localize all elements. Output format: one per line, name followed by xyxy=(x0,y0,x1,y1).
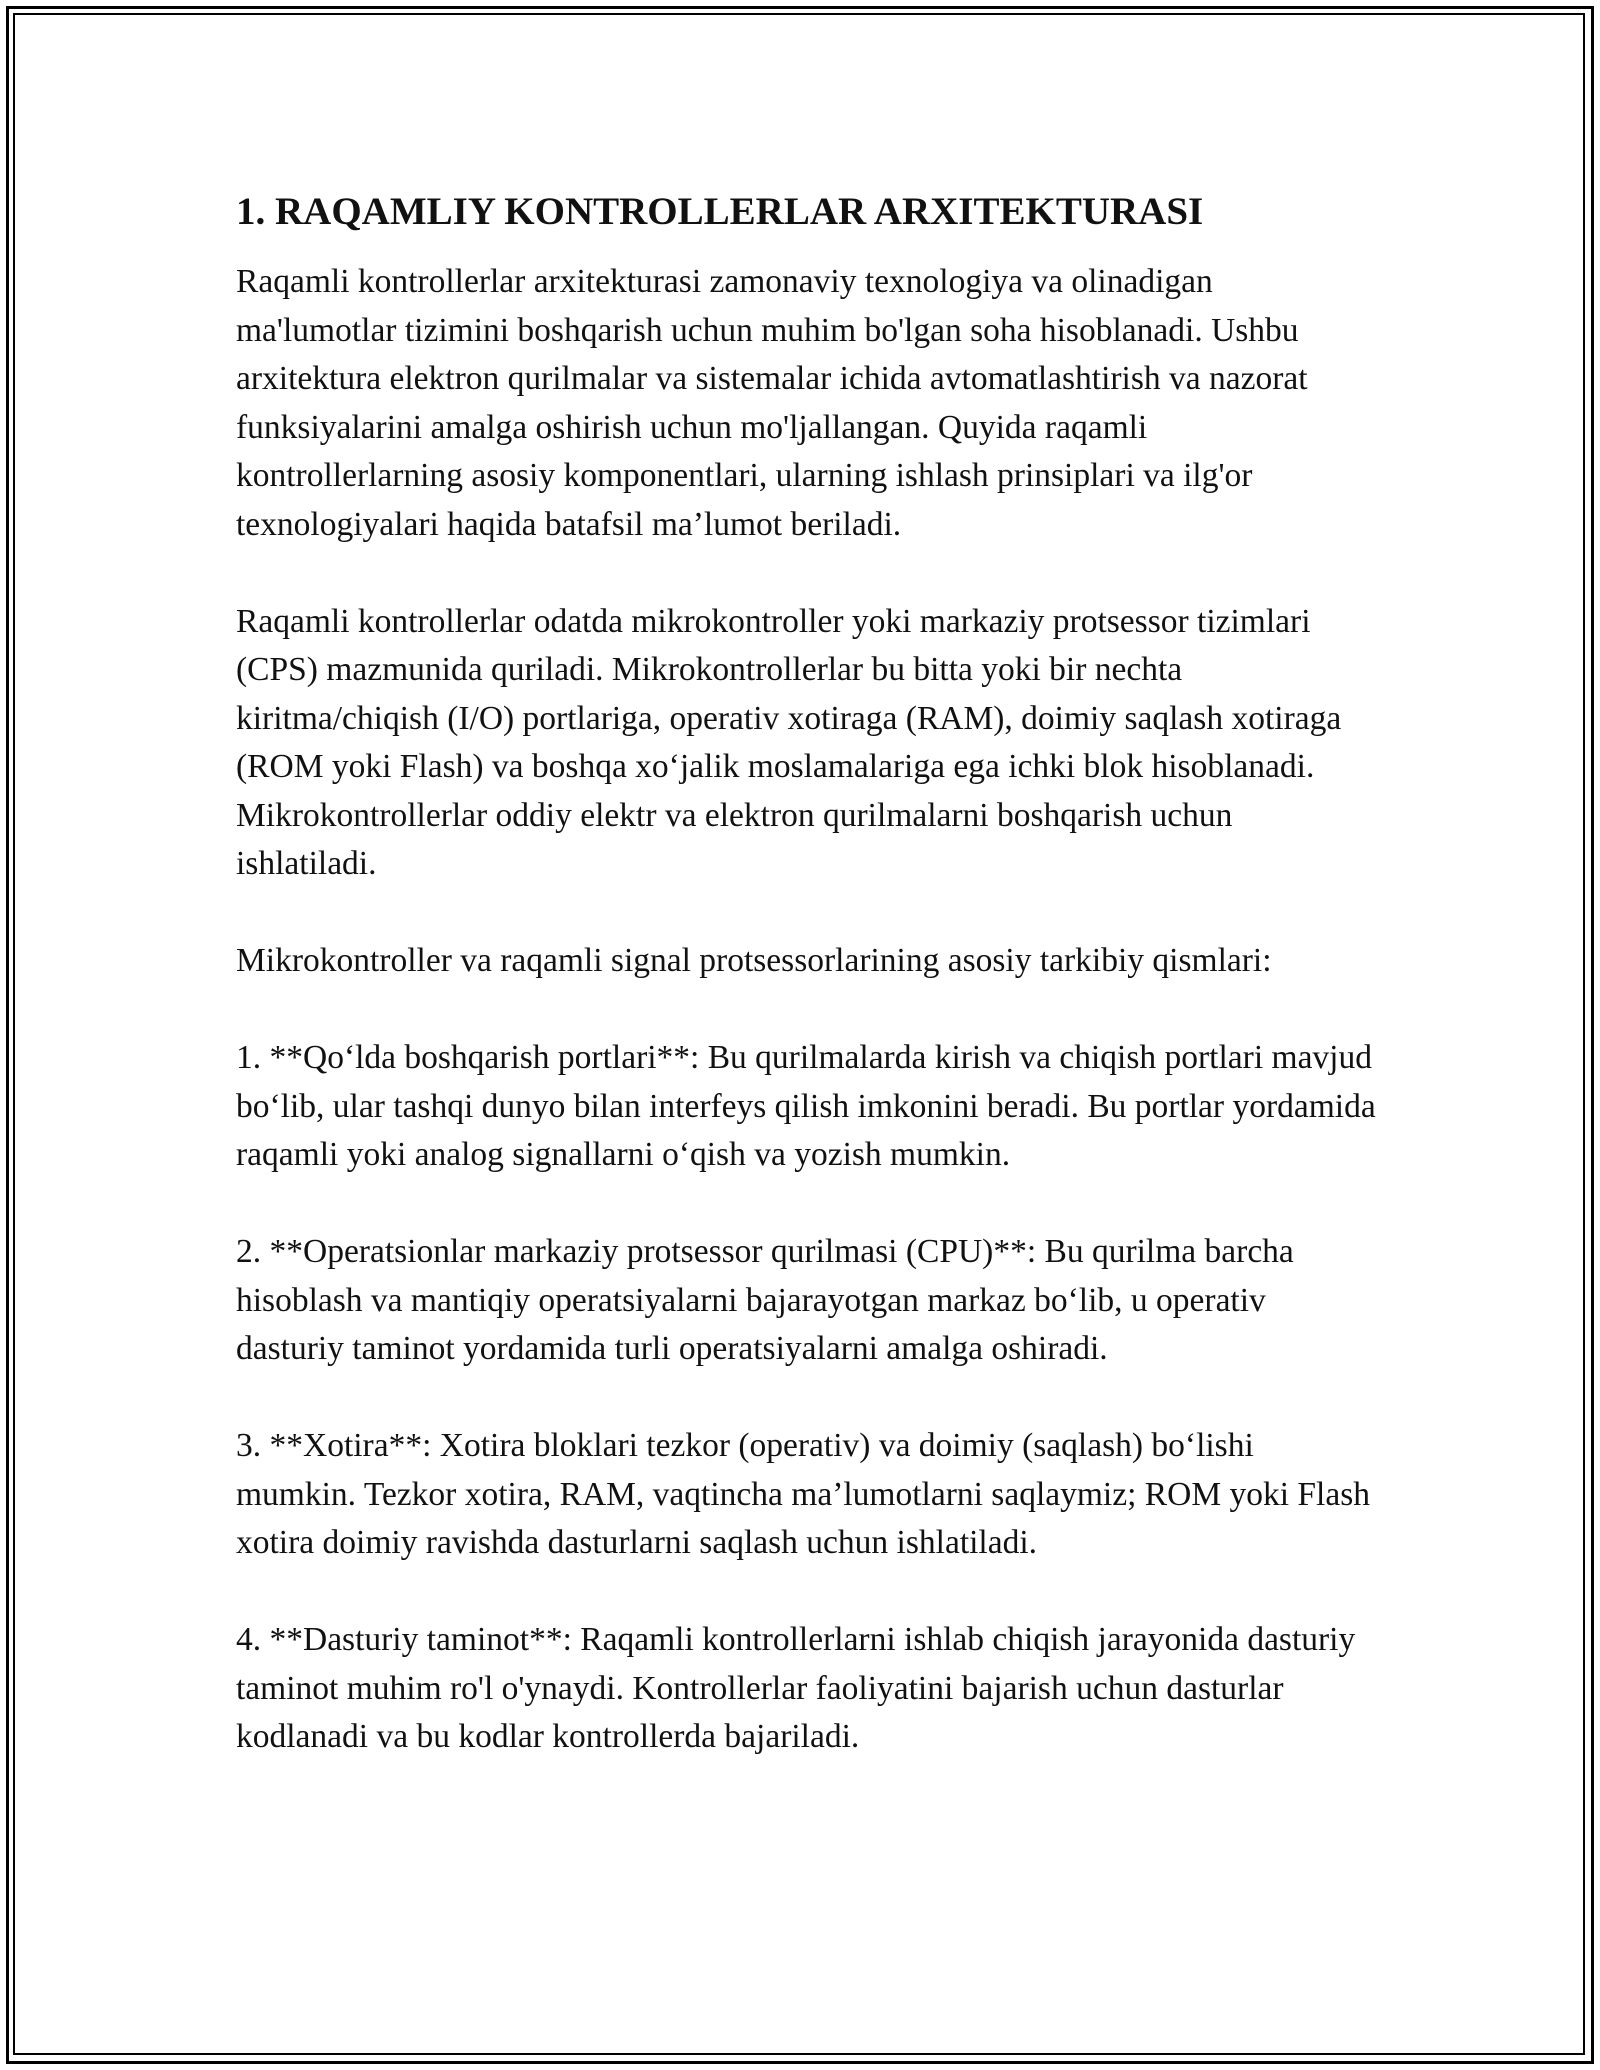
paragraph-components-heading: Mikrokontroller va raqamli signal protsessorlarining asosiy tarkibiy qismlari: xyxy=(236,942,1272,979)
list-item-software: 4. **Dasturiy taminot**: Raqamli kontrollerlarni ishlab chiqish jarayonida dasturiy taminot muhim ro'l o'ynaydi. Kontrollerlar faoliyatini bajarish uchun dasturlar kodlanadi va bu kodlar kontrollerda bajariladi. xyxy=(236,1621,1356,1755)
list-item-cpu: 2. **Operatsionlar markaziy protsessor qurilmasi (CPU)**: Bu qurilma barcha hisoblash va mantiqiy operatsiyalarni bajarayotgan markaz bo‘lib, u operativ dasturiy taminot yordamida turli operatsiyalarni amalga oshiradi. xyxy=(236,1233,1294,1367)
list-item-ports: 1. **Qo‘lda boshqarish portlari**: Bu qurilmalarda kirish va chiqish portlari mavjud bo‘lib, ular tashqi dunyo bilan interfeys qilish imkonini beradi. Bu portlar yordamida raqamli yoki analog signallarni o‘qish va yozish mumkin. xyxy=(236,1039,1376,1173)
section-title: 1. RAQAMLIY KONTROLLERLAR ARXITEKTURASI xyxy=(236,190,1204,233)
document-body xyxy=(236,186,1376,1810)
paragraph-microcontrollers: Raqamli kontrollerlar odatda mikrokontroller yoki markaziy protsessor tizimlari (CPS) mazmunida quriladi. Mikrokontrollerlar bu bitta yoki bir nechta kiritma/chiqish (I/O) portlariga, operativ xotiraga (RAM), doimiy saqlash xotiraga (ROM yoki Flash) va boshqa xo‘jalik moslamalariga ega ichki blok hisoblanadi. Mikrokontrollerlar oddiy elektr va elektron qurilmalarni boshqarish uchun ishlatiladi. xyxy=(236,602,1342,882)
list-item-memory: 3. **Xotira**: Xotira bloklari tezkor (operativ) va doimiy (saqlash) bo‘lishi mumkin. Tezkor xotira, RAM, vaqtincha ma’lumotlarni saqlaymiz; ROM yoki Flash xotira doimiy ravishda dasturlarni saqlash uchun ishlatiladi. xyxy=(236,1427,1371,1561)
paragraph-intro: Raqamli kontrollerlar arxitekturasi zamonaviy texnologiya va olinadigan ma'lumotlar tizimini boshqarish uchun muhim bo'lgan soha hisoblanadi. Ushbu arxitektura elektron qurilmalar va sistemalar ichida avtomatlashtirish va nazorat funksiyalarini amalga oshirish uchun mo'ljallangan. Quyida raqamli kontrollerlarning asosiy komponentlari, ularning ishlash prinsiplari va ilg'or texnologiyalari haqida batafsil ma’lumot beriladi. xyxy=(236,263,1308,543)
